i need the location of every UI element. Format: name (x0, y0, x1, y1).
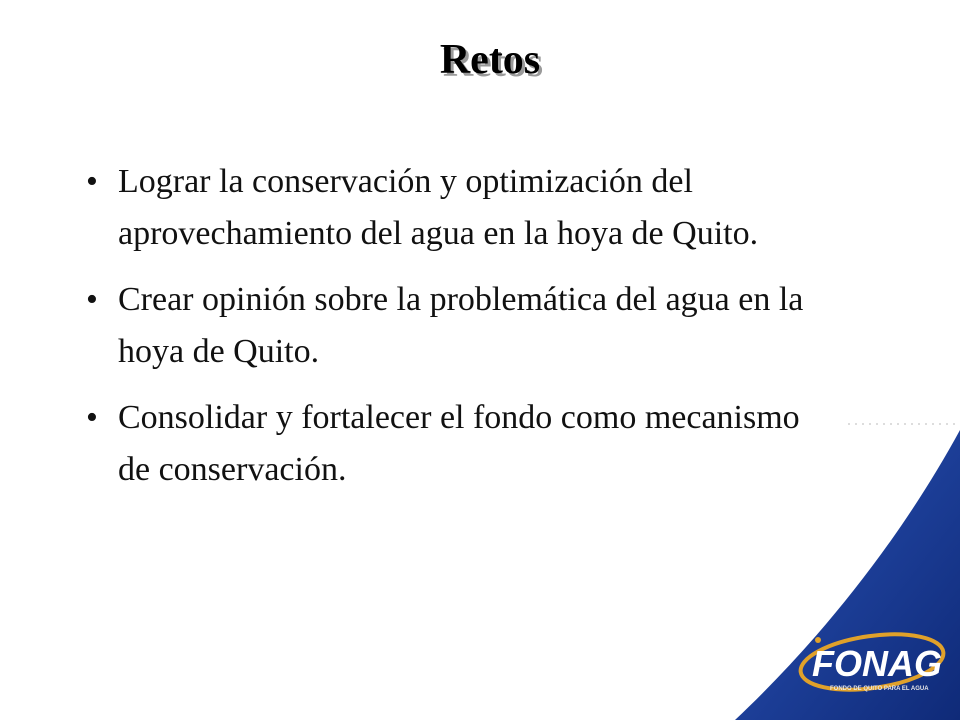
slide-title: Retos (439, 37, 541, 83)
bullet-text: Lograr la conservación y optimización del aprovechamiento del agua en la hoya de Quito. (118, 163, 759, 252)
logo-tagline: FONDO DE QUITO PARA EL AGUA (830, 686, 929, 692)
bullet-marker: • (86, 399, 98, 436)
logo-text: FONAG (812, 643, 942, 684)
bullet-marker: • (86, 281, 98, 318)
bullet-text: Consolidar y fortalecer el fondo como mecanismo de conservación. (118, 399, 800, 488)
bullet-marker: • (86, 163, 98, 200)
bullet-text: Crear opinión sobre la problemática del agua en la hoya de Quito. (118, 281, 804, 370)
